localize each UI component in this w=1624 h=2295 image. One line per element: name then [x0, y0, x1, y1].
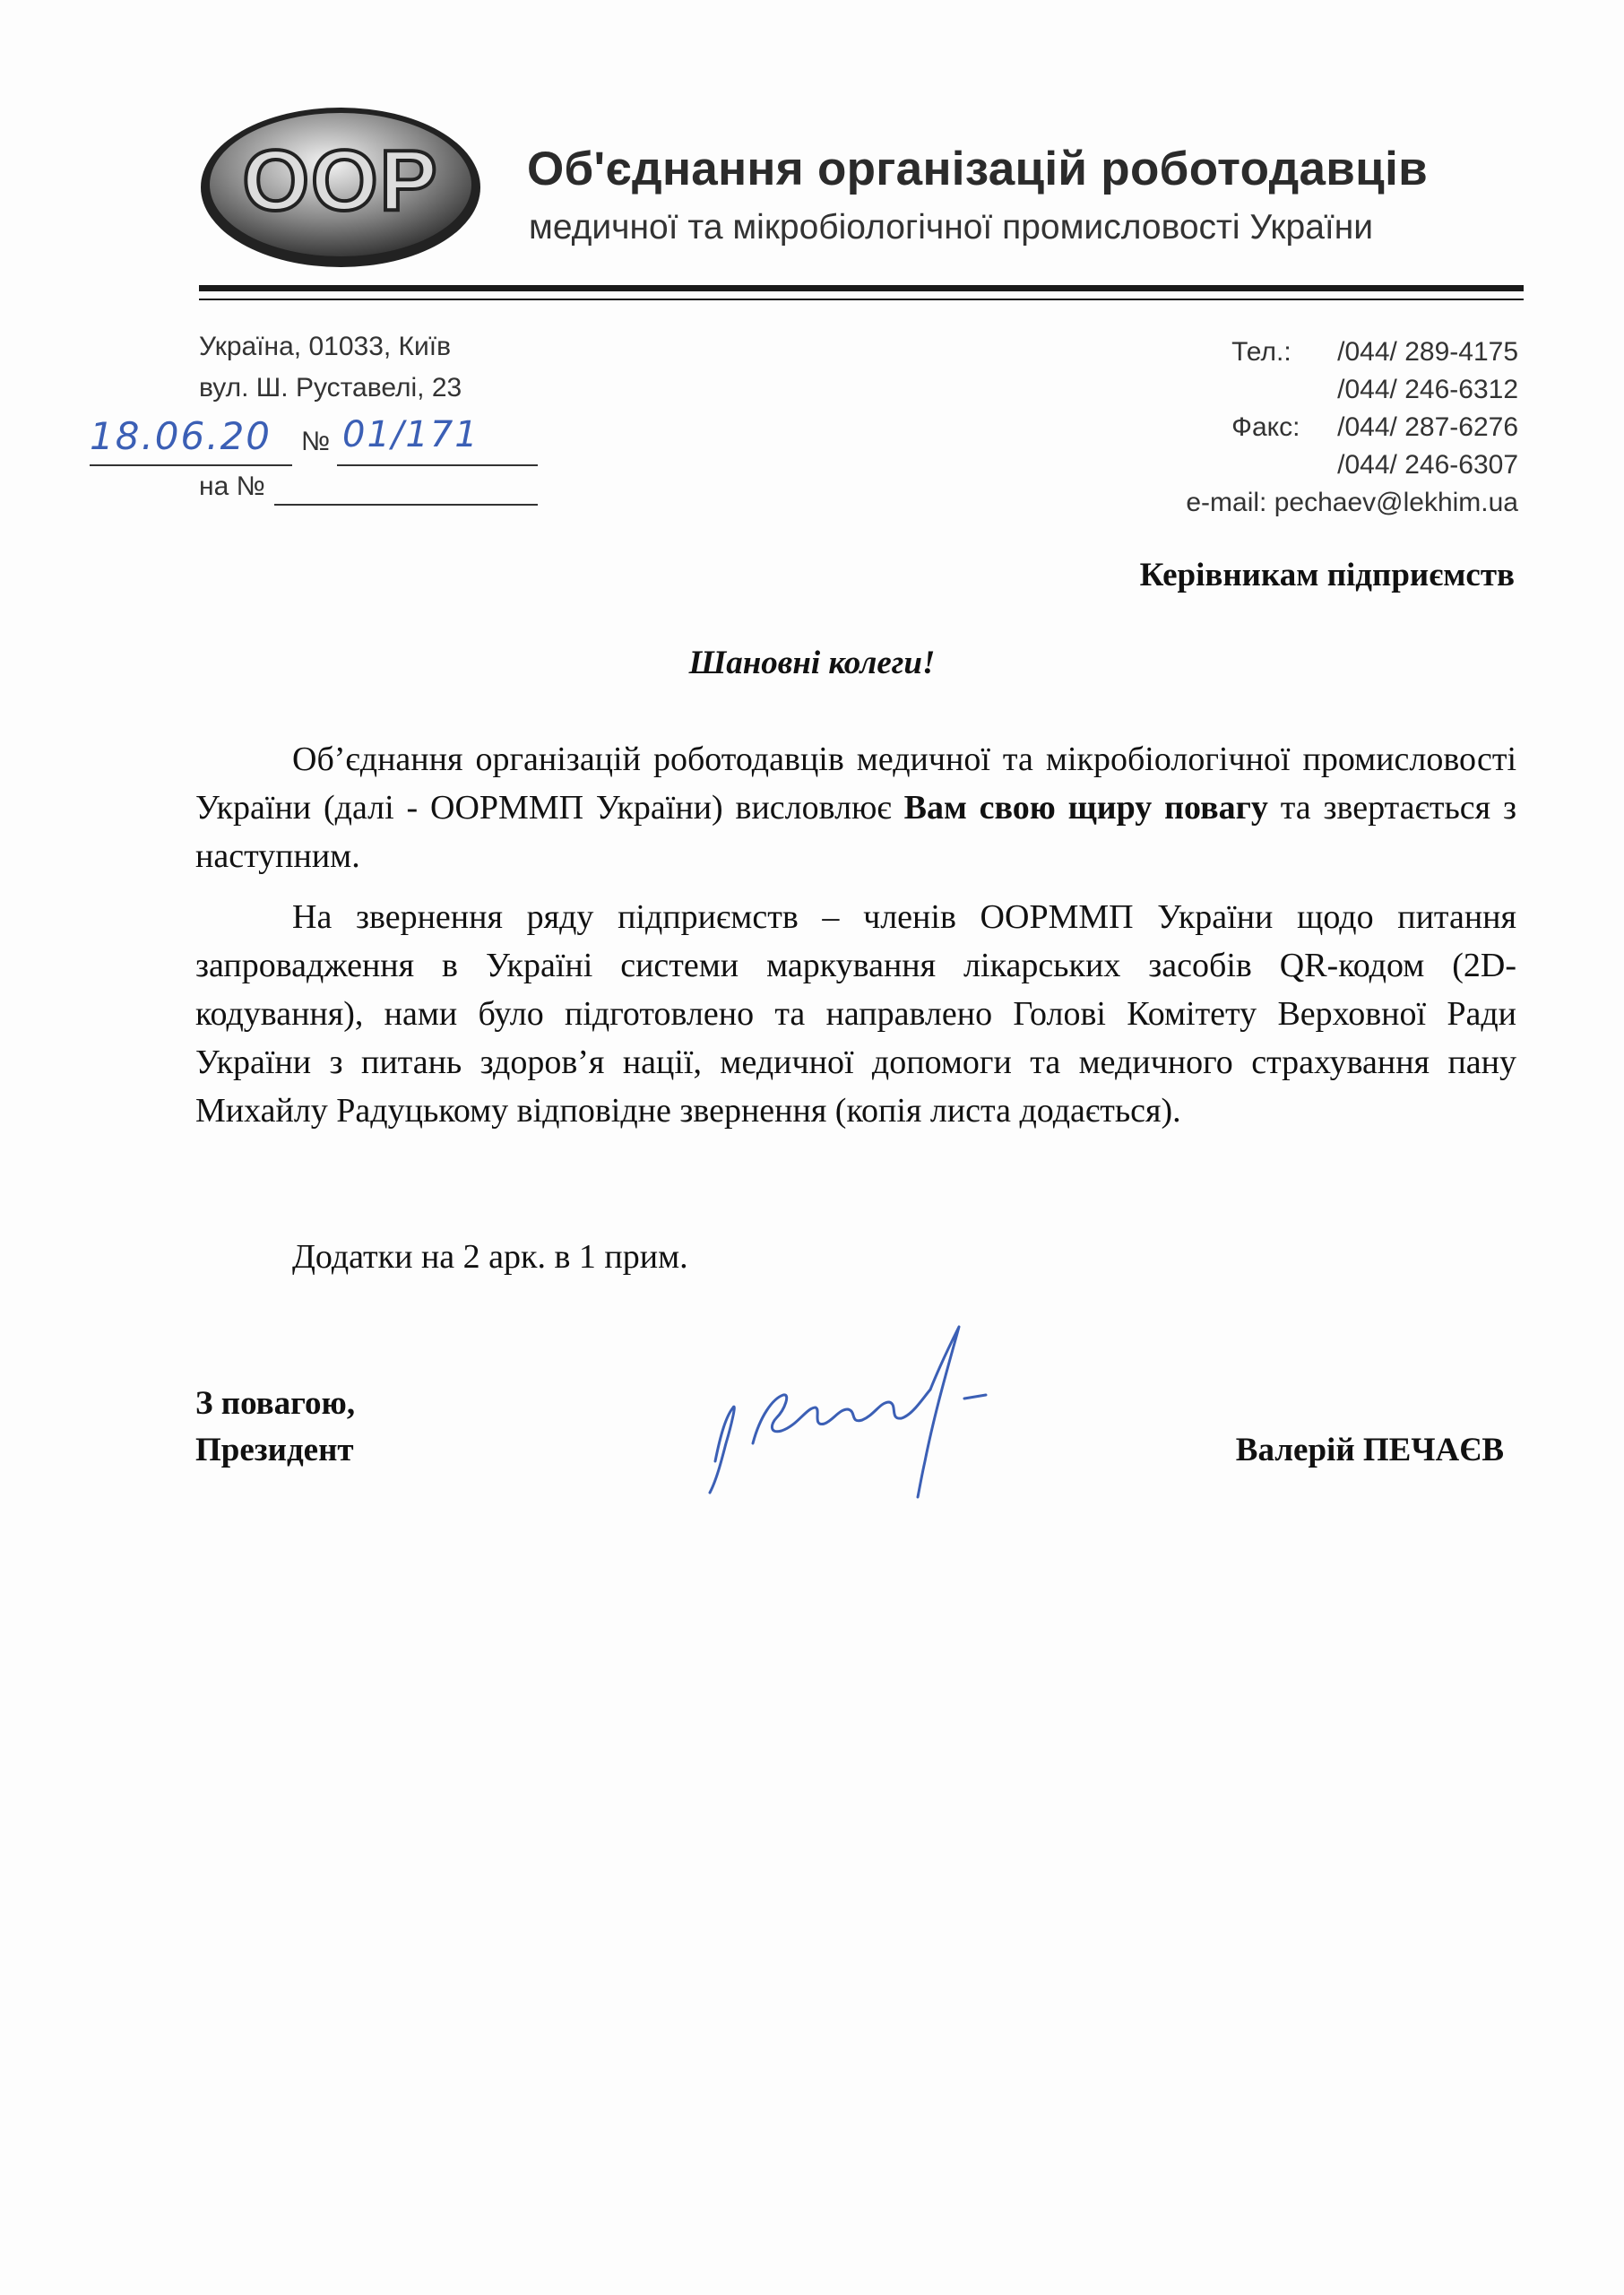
fax-2: /044/ 246-6307: [1337, 450, 1518, 480]
fax-label: Факс:: [1231, 412, 1300, 442]
paragraph-2: На звернення ряду підприємств – членів ООРММП України щодо питання запровадження в Україні системи маркування лікарських засобів QR-кодом (2D-кодування), нами було підготовлено та направлено Голові Комітету Верховної Ради України з питань здоров’я нації, медичної допомоги та медичного страхування пану Михайлу Радуцькому відповідне звернення (копія листа додається).: [195, 898, 1516, 1130]
signer-name: Валерій ПЕЧАЄВ: [1235, 1432, 1504, 1468]
recipient: Керівникам підприємств: [1139, 557, 1515, 593]
header-divider: [199, 285, 1524, 291]
number-underline: [337, 464, 538, 466]
contacts-block: [1186, 333, 1518, 522]
attachments-note: Додатки на 2 арк. в 1 прим.: [292, 1238, 688, 1276]
header-divider-thin: [199, 299, 1524, 300]
closing-regards: З повагою,: [195, 1385, 356, 1422]
address-block: [199, 326, 462, 409]
tel-label: Тел.:: [1231, 337, 1291, 367]
paragraph-1-bold-1: Вам свою щиру: [903, 789, 1153, 827]
reply-number-label: на №: [199, 472, 265, 501]
date-underline: [90, 464, 292, 466]
closing-block: [195, 1381, 355, 1474]
paragraph-1: [195, 735, 1516, 880]
organization-title: Об'єднання організацій роботодавців: [527, 143, 1428, 195]
address-line-1: Україна, 01033, Київ: [199, 332, 452, 361]
reply-number-underline: [274, 504, 538, 506]
tel-2: /044/ 246-6312: [1337, 375, 1518, 404]
tel-1: /044/ 289-4175: [1337, 337, 1518, 367]
address-line-2: вул. Ш. Руставелі, 23: [199, 373, 462, 403]
salutation: Шановні колеги!: [688, 645, 936, 681]
organization-logo: [199, 106, 482, 269]
handwritten-signature: [690, 1309, 1040, 1506]
paragraph-1-end: та звертається з наступним.: [195, 789, 1517, 875]
handwritten-number: 01/171: [342, 414, 479, 455]
closing-position: Президент: [195, 1432, 354, 1468]
logo-text: OOP: [242, 133, 439, 229]
number-label: №: [301, 427, 331, 456]
organization-subtitle: медичної та мікробіологічної промисловості України: [529, 208, 1374, 247]
paragraph-1-bold-2: повагу: [1164, 789, 1268, 827]
paragraph-1-start: Об’єднання організацій роботодавців медичної та мікробіологічної промисловості України (далі - ООРММП України) висловлює: [195, 740, 1516, 827]
handwritten-date: 18.06.20: [90, 414, 272, 458]
email: e-mail: pechaev@lekhim.ua: [1186, 488, 1518, 517]
fax-1: /044/ 287-6276: [1337, 412, 1518, 442]
